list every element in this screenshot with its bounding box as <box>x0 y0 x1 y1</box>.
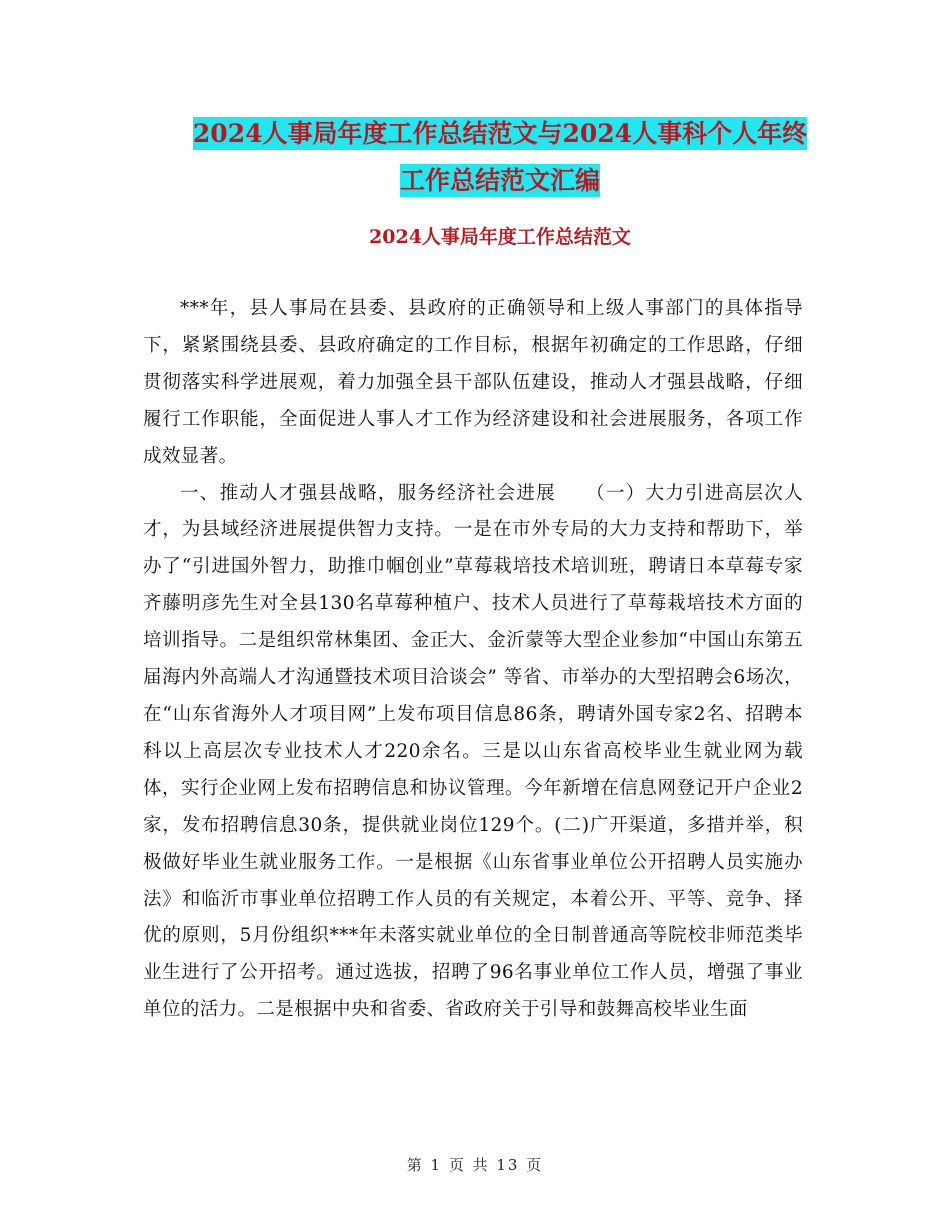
body-paragraph-intro: ***年，县人事局在县委、县政府的正确领导和上级人事部门的具体指导下，紧紧围绕县委、县政府确定的工作目标，根据年初确定的工作思路，仔细贯彻落实科学进展观，着力加强全县干部队伍建设，推动人才强县战略，仔细履行工作职能，全面促进人事人才工作为经济建设和社会进展服务，各项工作成效显著。 <box>143 298 803 467</box>
body-paragraph-talent-strategy: 一、推动人才强县战略，服务经济社会进展 （一）大力引进高层次人才，为县域经济进展提供智力支持。一是在市外专局的大力支持和帮助下，举办了“引进国外智力，助推巾帼创业”草莓栽培技术培训班，聘请日本草莓专家齐藤明彦先生对全县130名草莓种植户、技术人员进行了草莓栽培技术方面的培训指导。二是组织常林集团、金正大、金沂蒙等大型企业参加“中国山东第五届海内外高端人才沟通暨技术项目洽谈会” 等省、市举办的大型招聘会6场次，在“山东省海外人才项目网”上发布项目信息86条，聘请外国专家2名、招聘本科以上高层次专业技术人才220余名。三是以山东省高校毕业生就业网为载体，实行企业网上发布招聘信息和协议管理。今年新增在信息网登记开户企业2家，发布招聘信息30条，提供就业岗位129个。(二)广开渠道，多措并举，积极做好毕业生就业服务工作。一是根据《山东省事业单位公开招聘人员实施办法》和临沂市事业单位招聘工作人员的有关规定，本着公开、平等、竞争、择优的原则，5月份组织***年未落实就业单位的全日制普通高等院校非师范类毕业生进行了公开招考。通过选拔，招聘了96名事业单位工作人员，增强了事业单位的活力。二是根据中央和省委、省政府关于引导和鼓舞高校毕业生面 <box>143 482 803 1021</box>
section-title: 2024人事局年度工作总结范文 <box>369 226 631 248</box>
document-title-line-2: 工作总结范文汇编 <box>399 166 600 195</box>
document-title-line-1: 2024人事局年度工作总结范文与2024人事科个人年终 <box>192 119 808 148</box>
document-title <box>140 110 860 204</box>
document-body <box>143 291 803 1029</box>
page-footer: 第 1 页 共 13 页 <box>406 1156 544 1174</box>
